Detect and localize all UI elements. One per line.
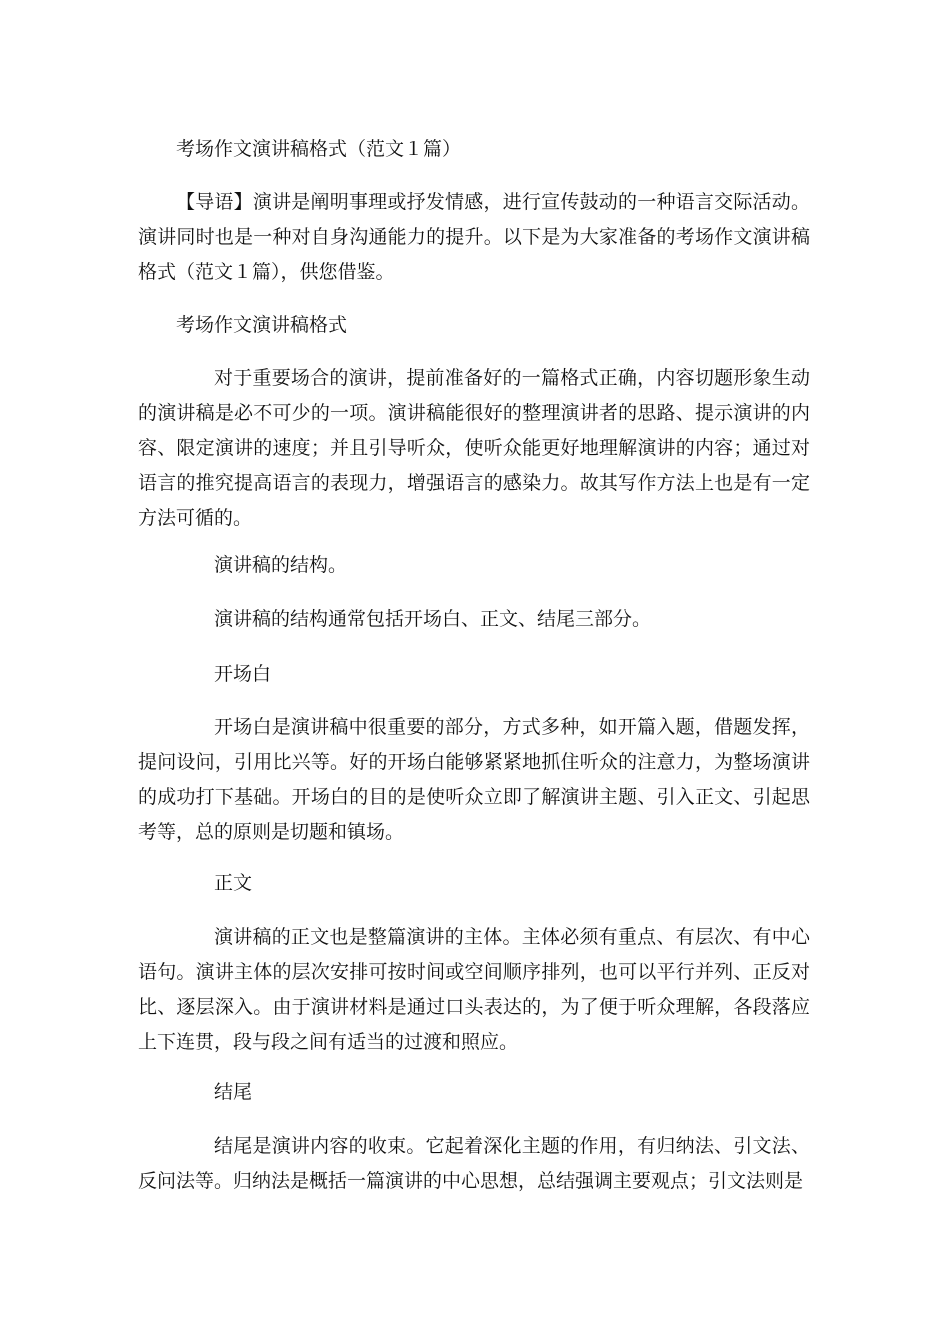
ending-paragraph: 结尾是演讲内容的收束。它起着深化主题的作用，有归纳法、引文法、反问法等。归纳法是概括一篇演讲的中心思想，总结强调主要观点；引文法则是 — [138, 1135, 810, 1192]
intro-paragraph: 【导语】演讲是阐明事理或抒发情感，进行宣传鼓动的一种语言交际活动。演讲同时也是一种对自身沟通能力的提升。以下是为大家准备的考场作文演讲稿格式（范文１篇），供您借鉴。 — [138, 191, 810, 283]
section-heading: 考场作文演讲稿格式 — [176, 314, 348, 336]
main-body-paragraph: 演讲稿的正文也是整篇演讲的主体。主体必须有重点、有层次、有中心语句。演讲主体的层次安排可按时间或空间顺序排列，也可以平行并列、正反对比、逐层深入。由于演讲材料是通过口头表达的，为了便于听众理解，各段落应上下连贯，段与段之间有适当的过渡和照应。 — [138, 926, 810, 1053]
opening-paragraph: 开场白是演讲稿中很重要的部分，方式多种，如开篇入题，借题发挥，提问设问，引用比兴等。好的开场白能够紧紧地抓住听众的注意力，为整场演讲的成功打下基础。开场白的目的是使听众立即了解演讲主题、引入正文、引起思考等，总的原则是切题和镇场。 — [138, 716, 810, 843]
body-paragraph: 对于重要场合的演讲，提前准备好的一篇格式正确，内容切题形象生动的演讲稿是必不可少的一项。演讲稿能很好的整理演讲者的思路、提示演讲的内容、限定演讲的速度；并且引导听众，使听众能更好地理解演讲的内容；通过对语言的推究提高语言的表现力，增强语言的感染力。故其写作方法上也是有一定方法可循的。 — [138, 367, 810, 529]
structure-summary: 演讲稿的结构通常包括开场白、正文、结尾三部分。 — [214, 608, 652, 630]
structure-heading: 演讲稿的结构。 — [214, 554, 348, 576]
ending-heading: 结尾 — [214, 1081, 253, 1103]
opening-heading: 开场白 — [214, 663, 272, 685]
document-title: 考场作文演讲稿格式（范文１篇） — [176, 138, 462, 160]
main-body-heading: 正文 — [214, 872, 253, 894]
